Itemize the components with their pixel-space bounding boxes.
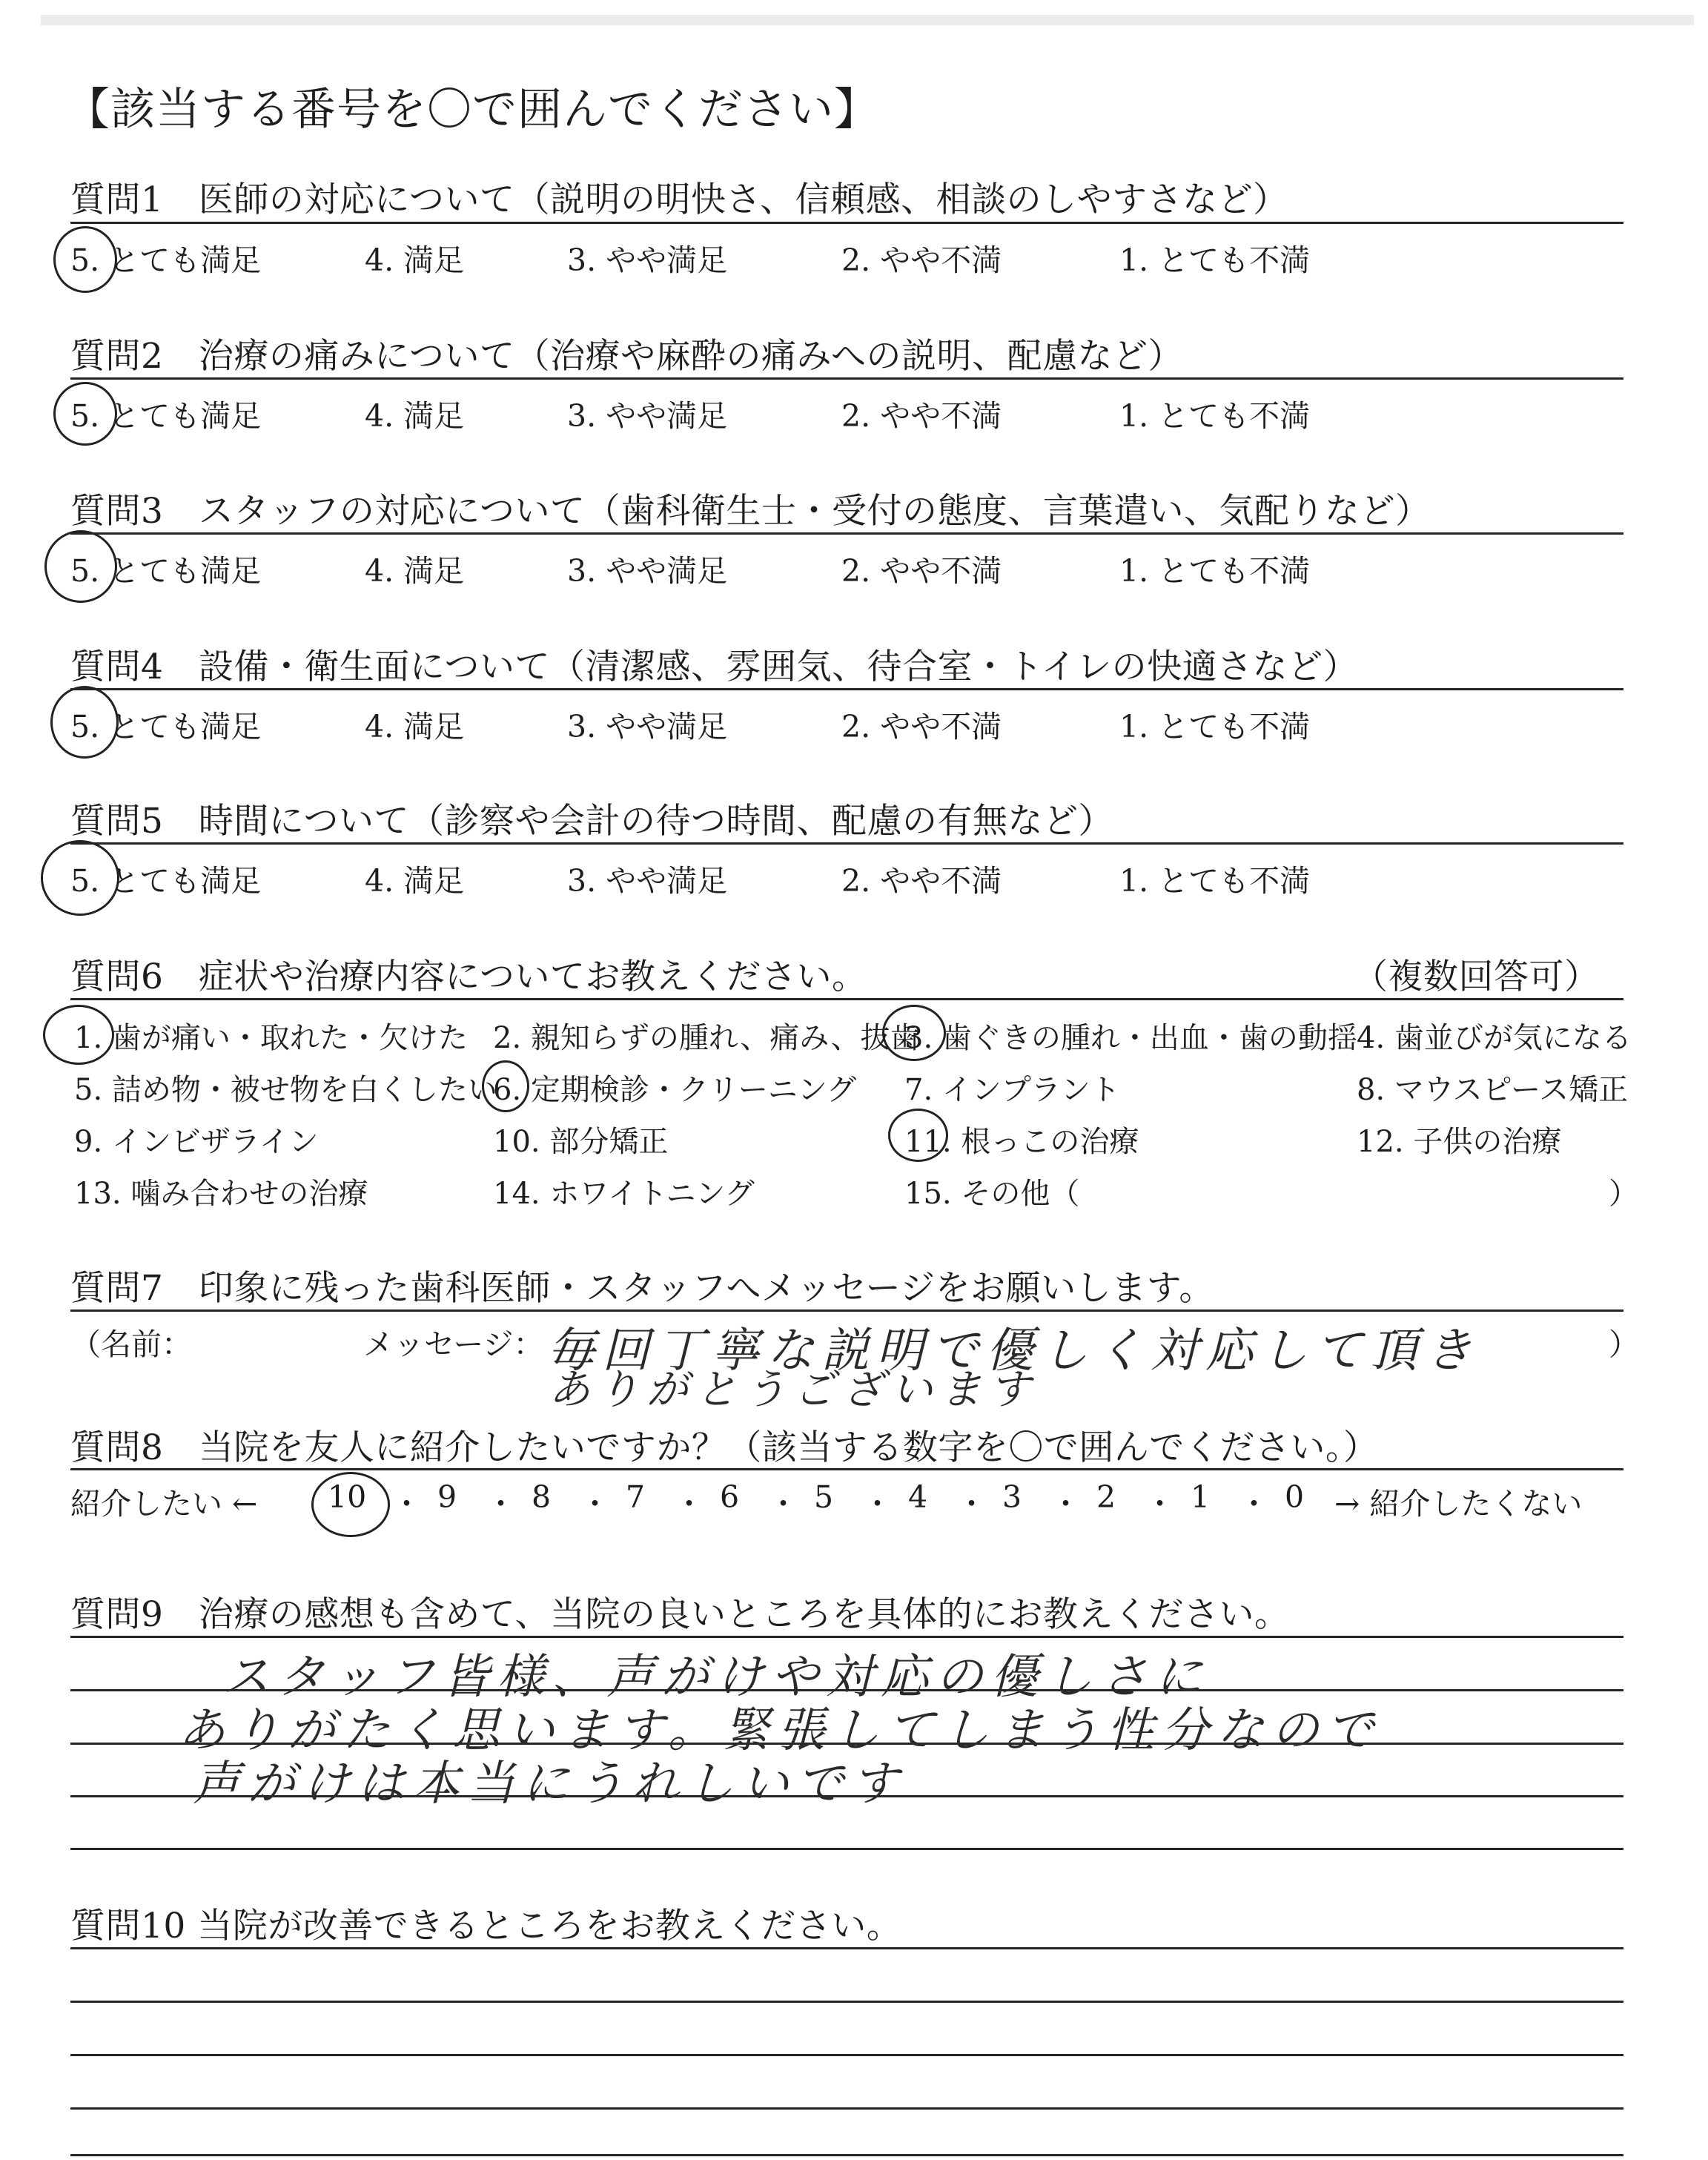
question-9-heading: 質問9 治療の感想も含めて、当院の良いところを具体的にお教えください。 (70, 1594, 1290, 1635)
q5-option-4[interactable]: 4. 満足 (365, 863, 465, 899)
q8-score-8[interactable]: 8 (532, 1479, 552, 1515)
q6-option-11-circle (888, 1109, 948, 1162)
question-10-rule-3 (70, 2054, 1623, 2056)
question-8-rule (70, 1468, 1623, 1470)
q6-option-11[interactable]: 11. 根っこの治療 (904, 1125, 1139, 1159)
question-9-rule-1 (70, 1636, 1623, 1638)
q6-option-1-circle (43, 1005, 114, 1065)
q8-separator: ・ (391, 1486, 422, 1522)
q6-option-13[interactable]: 13. 噛み合わせの治療 (74, 1177, 368, 1211)
question-7-rule (70, 1309, 1623, 1312)
q8-score-7[interactable]: 7 (626, 1479, 646, 1515)
q6-option-7[interactable]: 7. インプラント (904, 1073, 1120, 1107)
q8-score-1[interactable]: 1 (1191, 1479, 1211, 1515)
q3-selection-circle (44, 530, 117, 603)
q8-separator: ・ (956, 1486, 987, 1522)
q5-option-5[interactable]: 5. とても満足 (70, 863, 262, 899)
q8-score-4[interactable]: 4 (908, 1479, 928, 1515)
q5-option-1[interactable]: 1. とても不満 (1119, 863, 1311, 899)
q6-option-12[interactable]: 12. 子供の治療 (1357, 1125, 1562, 1159)
q6-option-14[interactable]: 14. ホワイトニング (493, 1177, 755, 1211)
q1-option-5[interactable]: 5. とても満足 (70, 242, 262, 278)
q5-option-3[interactable]: 3. やや満足 (567, 863, 728, 899)
q4-option-1[interactable]: 1. とても不満 (1119, 709, 1311, 744)
question-2-heading: 質問2 治療の痛みについて（治療や麻酔の痛みへの説明、配慮など） (70, 336, 1184, 377)
q2-option-4[interactable]: 4. 満足 (365, 398, 465, 434)
q8-right-label: → 紹介したくない (1334, 1486, 1583, 1522)
q8-score-2[interactable]: 2 (1096, 1479, 1116, 1515)
q9-handwritten-line2[interactable]: ありがたく思います。緊張してしまう性分なので (178, 1703, 1381, 1758)
q5-selection-circle (41, 840, 119, 916)
q1-option-1[interactable]: 1. とても不満 (1119, 242, 1311, 278)
q1-option-3[interactable]: 3. やや満足 (567, 242, 728, 278)
q6-option-5[interactable]: 5. 詰め物・被せ物を白くしたい (74, 1073, 497, 1107)
q8-separator: ・ (862, 1486, 893, 1522)
question-8-heading: 質問8 当院を友人に紹介したいですか？（該当する数字を〇で囲んでください。） (70, 1427, 1379, 1468)
q4-selection-circle (50, 686, 119, 759)
q6-option-9[interactable]: 9. インビザライン (74, 1125, 319, 1159)
q8-separator: ・ (1145, 1486, 1175, 1522)
question-5-rule (70, 842, 1623, 845)
q2-option-1[interactable]: 1. とても不満 (1119, 398, 1311, 434)
q8-score-9[interactable]: 9 (437, 1479, 457, 1515)
question-6-multiple-note: （複数回答可） (1353, 957, 1600, 997)
q8-score-5[interactable]: 5 (814, 1479, 834, 1515)
q2-selection-circle (53, 382, 117, 446)
q3-option-3[interactable]: 3. やや満足 (567, 553, 728, 589)
q2-option-3[interactable]: 3. やや満足 (567, 398, 728, 434)
scan-top-band (41, 15, 1694, 25)
question-9-rule-5 (70, 1848, 1623, 1850)
question-4-rule (70, 688, 1623, 690)
q5-option-2[interactable]: 2. やや不満 (841, 863, 1002, 899)
q9-handwritten-line1[interactable]: スタッフ皆様、声がけや対応の優しさに (222, 1650, 1210, 1705)
q6-option-4[interactable]: 4. 歯並びが気になる (1357, 1021, 1632, 1055)
q6-option-8[interactable]: 8. マウスピース矯正 (1357, 1073, 1629, 1107)
q4-option-2[interactable]: 2. やや不満 (841, 709, 1002, 744)
question-10-rule-1 (70, 1947, 1623, 1949)
question-7-heading: 質問7 印象に残った歯科医師・スタッフへメッセージをお願いします。 (70, 1268, 1214, 1309)
q6-option-1[interactable]: 1. 歯が痛い・取れた・欠けた (74, 1021, 468, 1055)
q8-score-0[interactable]: 0 (1285, 1479, 1305, 1515)
q7-message-label: メッセージ： (363, 1327, 544, 1362)
question-6-heading: 質問6 症状や治療内容についてお教えください。 (70, 957, 867, 997)
q8-score-6[interactable]: 6 (720, 1479, 740, 1515)
q7-handwritten-message-line1[interactable]: 毎回丁寧な説明で優しく対応して頂き (547, 1324, 1480, 1378)
question-10-rule-2 (70, 2001, 1623, 2003)
q4-option-3[interactable]: 3. やや満足 (567, 709, 728, 744)
q6-option-2[interactable]: 2. 親知らずの腫れ、痛み、抜歯 (493, 1021, 920, 1055)
q4-option-5[interactable]: 5. とても満足 (70, 709, 262, 744)
q8-separator: ・ (768, 1486, 798, 1522)
q8-score-3[interactable]: 3 (1002, 1479, 1022, 1515)
q3-option-5[interactable]: 5. とても満足 (70, 553, 262, 589)
question-3-heading: 質問3 スタッフの対応について（歯科衛生士・受付の態度、言葉遣い、気配りなど） (70, 491, 1431, 532)
q3-option-2[interactable]: 2. やや不満 (841, 553, 1002, 589)
question-1-heading: 質問1 医師の対応について（説明の明快さ、信頼感、相談のしやすさなど） (70, 179, 1288, 220)
q6-option-10[interactable]: 10. 部分矯正 (493, 1125, 669, 1159)
q7-close-paren: ） (1609, 1327, 1639, 1362)
question-10-heading: 質問10 当院が改善できるところをお教えください。 (70, 1906, 902, 1946)
question-10-rule-4 (70, 2107, 1623, 2110)
q8-left-label: 紹介したい ← (70, 1486, 258, 1522)
q6-option-3[interactable]: 3. 歯ぐきの腫れ・出血・歯の動揺 (904, 1021, 1357, 1055)
q1-option-4[interactable]: 4. 満足 (365, 242, 465, 278)
q2-option-2[interactable]: 2. やや不満 (841, 398, 1002, 434)
question-6-rule (70, 998, 1623, 1000)
q3-option-4[interactable]: 4. 満足 (365, 553, 465, 589)
q8-separator: ・ (1239, 1486, 1269, 1522)
question-1-rule (70, 222, 1623, 224)
q7-handwritten-message-line2[interactable]: ありがとうございます (549, 1366, 1038, 1414)
question-3-rule (70, 532, 1623, 535)
q6-option-15[interactable]: 15. その他（ (904, 1177, 1080, 1211)
question-10-rule-5 (70, 2154, 1623, 2156)
q6-option-3-circle (882, 1005, 946, 1061)
form-title: 【該当する番号を〇で囲んでください】 (65, 84, 879, 136)
q8-separator: ・ (486, 1486, 516, 1522)
q1-option-2[interactable]: 2. やや不満 (841, 242, 1002, 278)
q8-separator: ・ (674, 1486, 704, 1522)
q1-selection-circle (53, 226, 117, 293)
q6-option-6[interactable]: 6. 定期検診・クリーニング (493, 1073, 857, 1107)
q3-option-1[interactable]: 1. とても不満 (1119, 553, 1311, 589)
q8-separator: ・ (580, 1486, 610, 1522)
question-5-heading: 質問5 時間について（診察や会計の待つ時間、配慮の有無など） (70, 801, 1113, 842)
q9-handwritten-line3[interactable]: 声がけは本当にうれしいです (193, 1757, 906, 1811)
q6-option-6-circle (482, 1060, 529, 1112)
q8-score-10-circle (311, 1472, 390, 1537)
q8-score-10[interactable]: 10 (328, 1479, 367, 1515)
q8-separator: ・ (1050, 1486, 1081, 1522)
q6-option-15-close: ） (1609, 1177, 1638, 1211)
question-2-rule (70, 377, 1623, 380)
question-4-heading: 質問4 設備・衛生面について（清潔感、雰囲気、待合室・トイレの快適さなど） (70, 647, 1359, 687)
q4-option-4[interactable]: 4. 満足 (365, 709, 465, 744)
q7-name-label: （名前： (70, 1327, 192, 1362)
q2-option-5[interactable]: 5. とても満足 (70, 398, 262, 434)
